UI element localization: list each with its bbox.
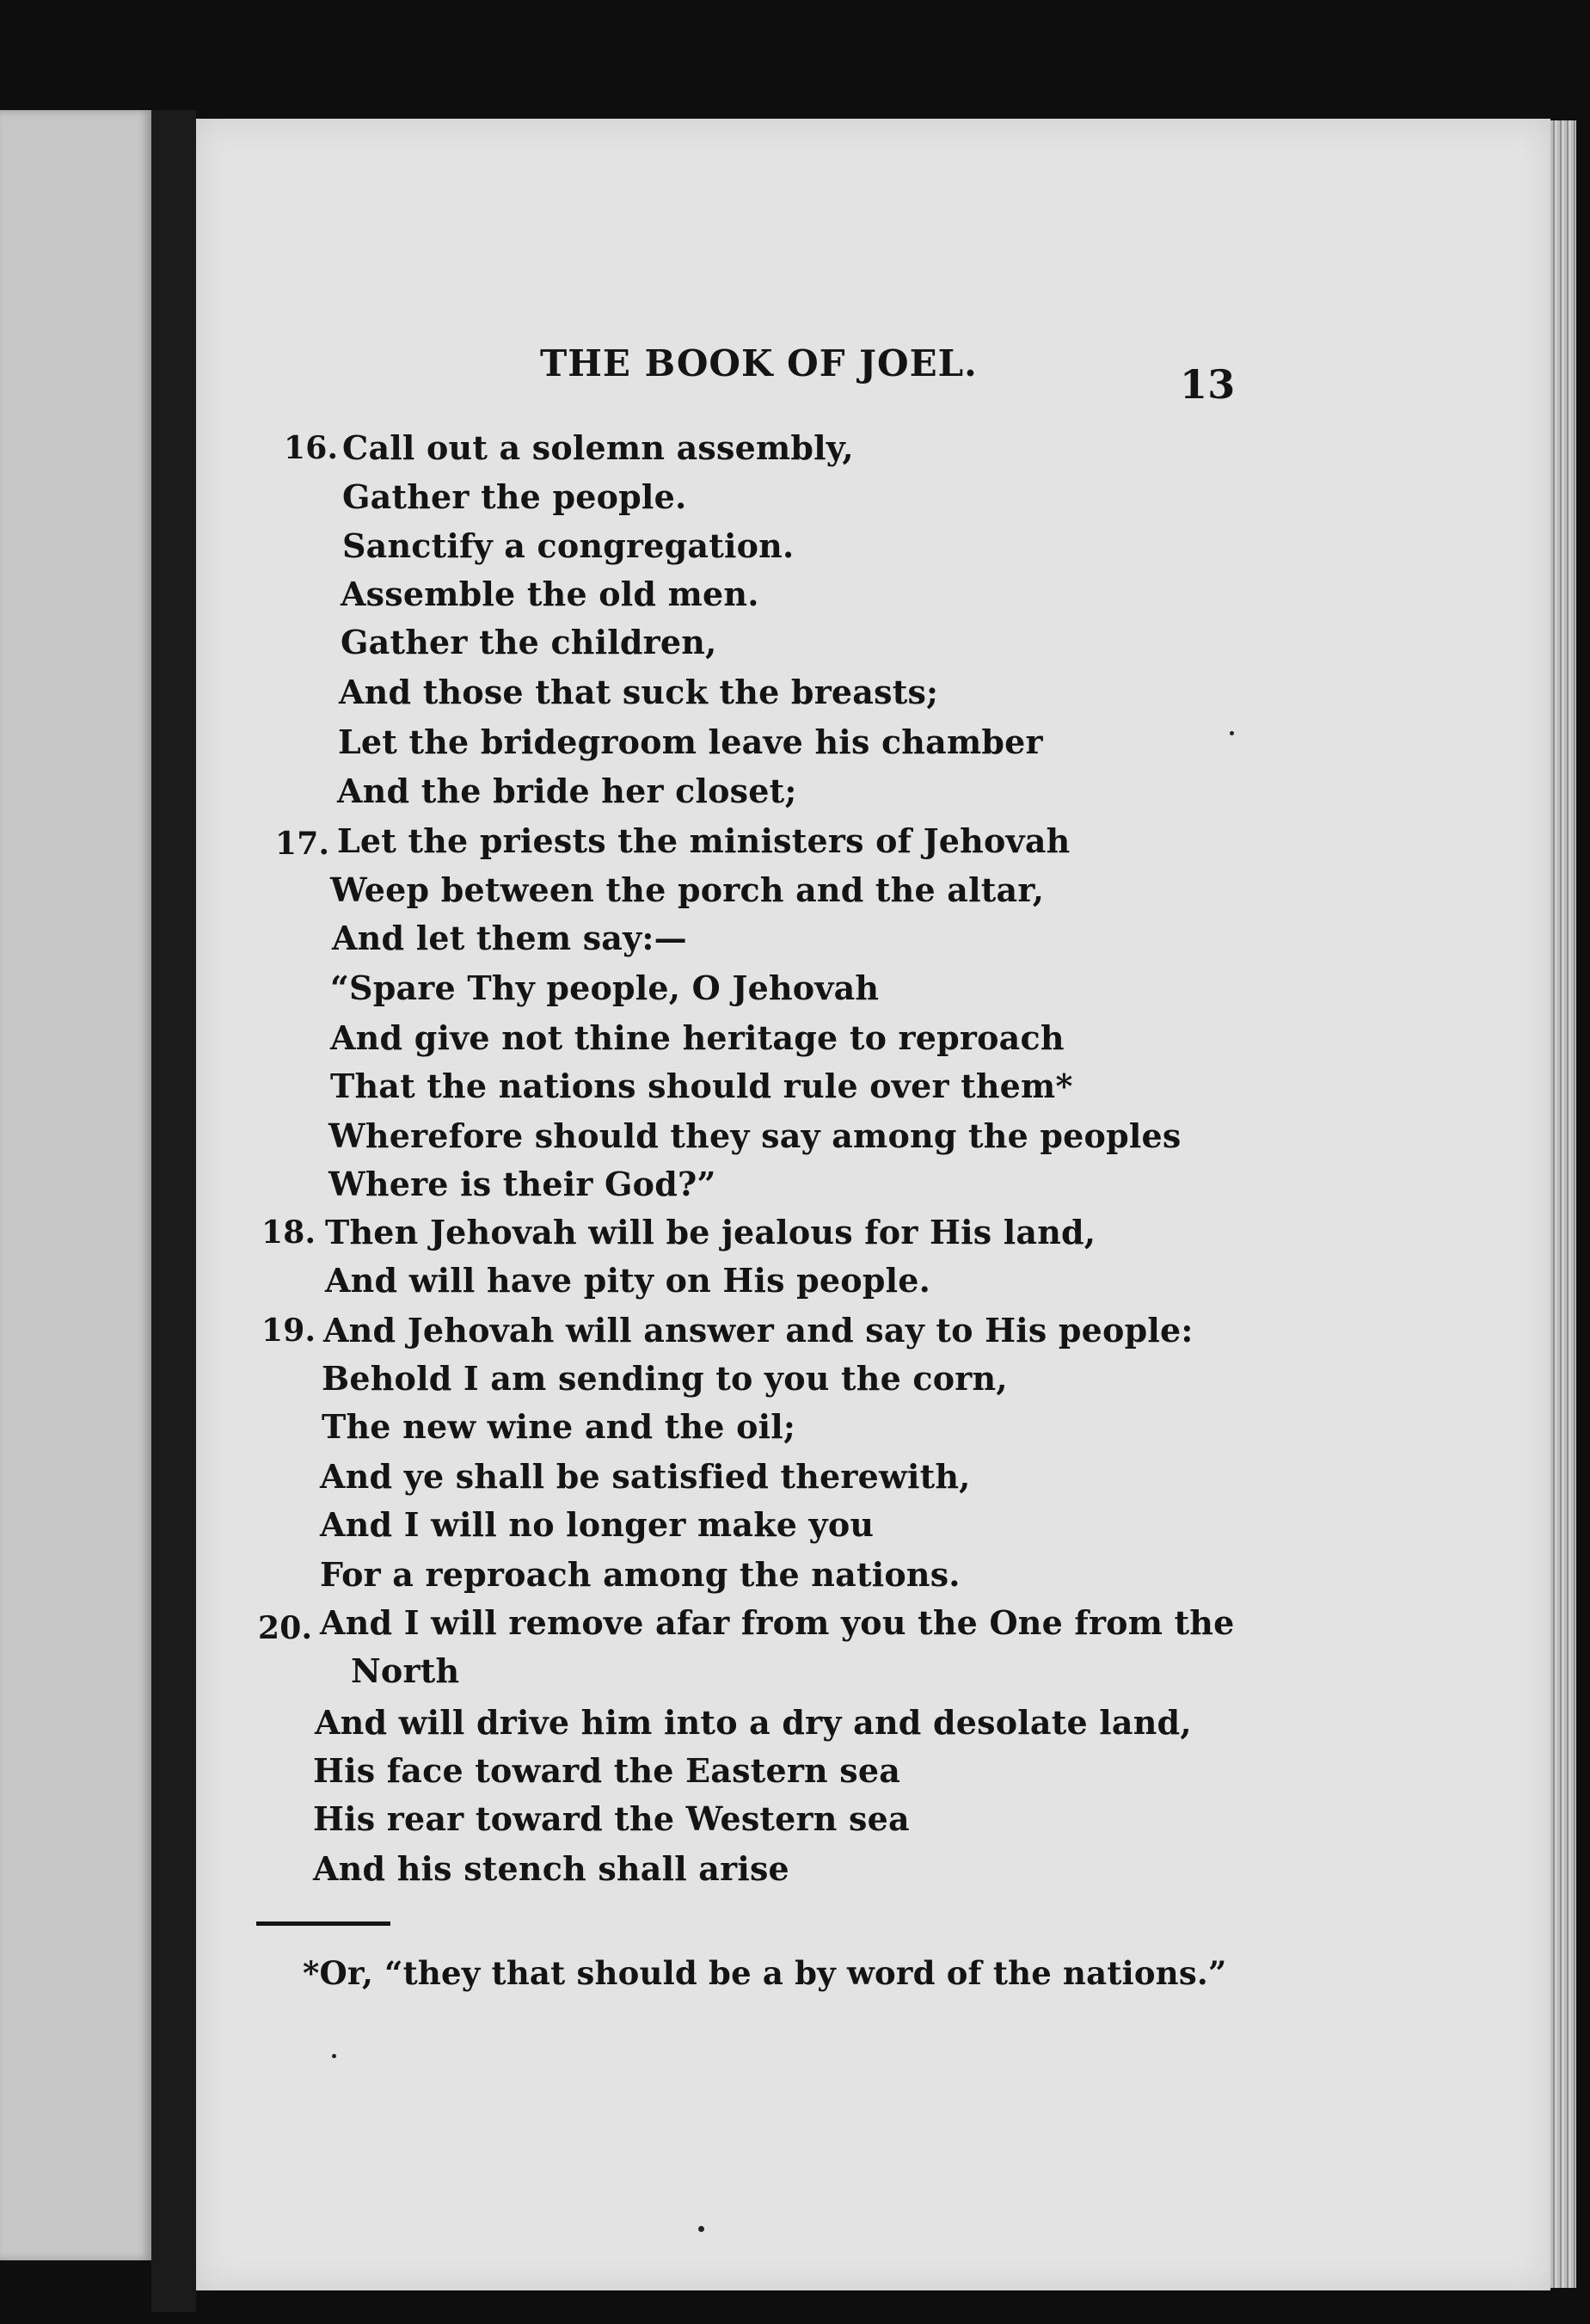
verse-line: And the bride her closet;	[337, 772, 797, 810]
verse-line: And those that suck the breasts;	[339, 673, 939, 711]
book-gutter	[151, 110, 196, 2312]
verse-line: North	[351, 1651, 460, 1690]
running-header: THE BOOK OF JOEL.	[540, 342, 978, 384]
verse-number: 16.	[284, 430, 339, 466]
verse-line: And give not thine heritage to reproach	[330, 1018, 1065, 1057]
verse-line: His rear toward the Western sea	[313, 1799, 910, 1838]
verse-line: Call out a solemn assembly,	[342, 428, 854, 467]
verse-line: And let them say:—	[332, 919, 687, 957]
verse-line: And his stench shall arise	[313, 1849, 789, 1888]
verse-number: 19.	[261, 1313, 316, 1349]
verse-line: That the nations should rule over them*	[330, 1067, 1073, 1105]
verse-number: 17.	[275, 826, 330, 862]
verse-line: Let the bridegroom leave his chamber	[338, 722, 1043, 761]
verse-line: Wherefore should they say among the peoples	[328, 1116, 1182, 1155]
verse-line: For a reproach among the nations.	[320, 1555, 961, 1594]
verse-line: And I will no longer make you	[320, 1505, 875, 1544]
verse-line: The new wine and the oil;	[322, 1407, 796, 1446]
verse-line: And will have pity on His people.	[325, 1261, 931, 1300]
verse-line: Behold I am sending to you the corn,	[322, 1359, 1008, 1398]
verse-line: “Spare Thy people, O Jehovah	[330, 968, 880, 1007]
footnote-rule	[256, 1921, 390, 1926]
footnote: *Or, “they that should be a by word of the nations.”	[303, 1954, 1227, 1992]
verse-line: Let the priests the ministers of Jehovah	[337, 821, 1071, 860]
page-number: 13	[1180, 361, 1236, 408]
verse-line: And will drive him into a dry and desolate land,	[315, 1703, 1192, 1742]
verse-number: 20.	[258, 1610, 313, 1646]
verse-line: And ye shall be satisfied therewith,	[320, 1457, 971, 1496]
verse-line: Assemble the old men.	[341, 575, 759, 613]
verse-line: Where is their God?”	[328, 1165, 716, 1203]
verse-line: His face toward the Eastern sea	[313, 1751, 901, 1790]
scan-speck	[698, 2226, 704, 2232]
scan-speck	[1230, 731, 1234, 735]
verse-line: And Jehovah will answer and say to His people:	[323, 1311, 1194, 1350]
verse-line: And I will remove afar from you the One from the	[320, 1603, 1235, 1642]
scan-speck	[332, 2054, 336, 2058]
verse-line: Gather the people.	[342, 477, 687, 516]
page-edge-stack	[1550, 120, 1576, 2288]
left-page-edge	[0, 110, 151, 2260]
verse-line: Weep between the porch and the altar,	[330, 870, 1045, 909]
verse-line: Then Jehovah will be jealous for His land,	[325, 1213, 1096, 1251]
verse-line: Sanctify a congregation.	[342, 526, 795, 565]
verse-number: 18.	[261, 1214, 316, 1251]
verse-line: Gather the children,	[341, 623, 717, 661]
